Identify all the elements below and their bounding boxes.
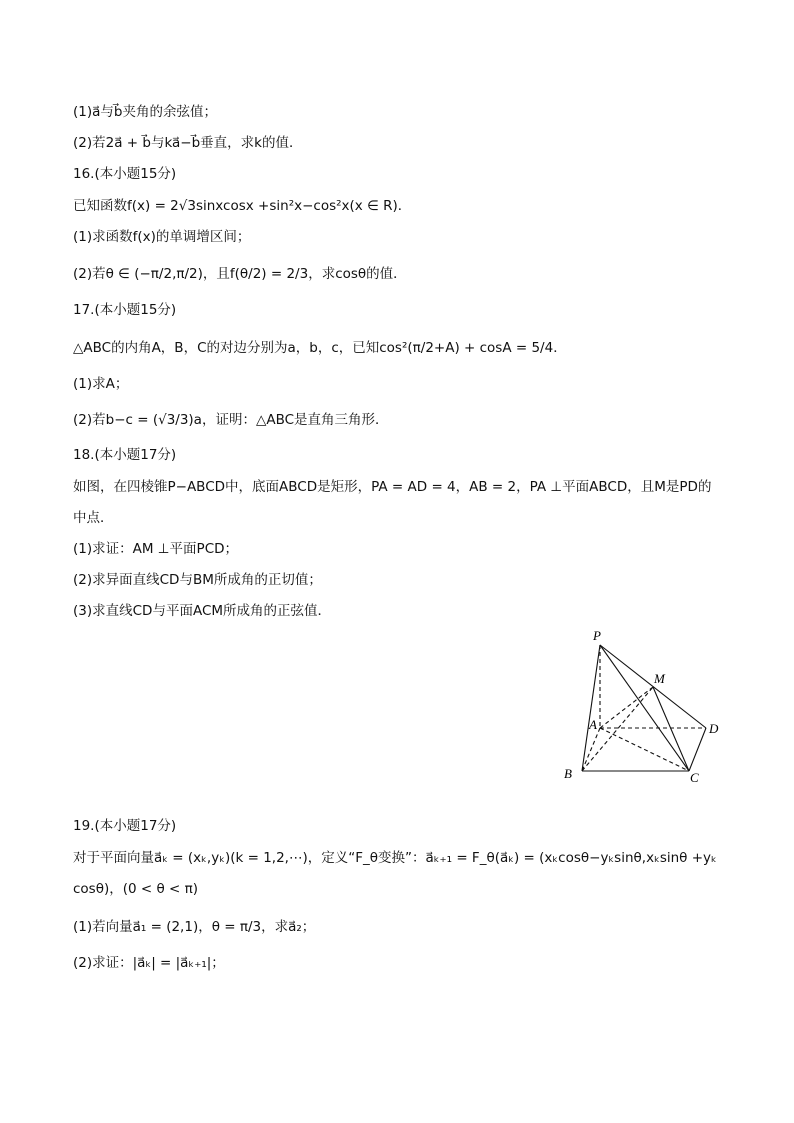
edge-AC — [600, 728, 689, 771]
label-D: D — [709, 721, 719, 736]
label-A: A — [589, 717, 597, 732]
q18-part1: (1)求证：AM ⊥平面PCD； — [73, 541, 239, 557]
q19-part1: (1)若向量a⃗₁ = (2,1)，θ = π/3，求a⃗₂； — [73, 919, 316, 935]
edge-AM — [600, 687, 653, 728]
q16-heading: 16.(本小题15分) — [73, 166, 177, 182]
q17-part1: (1)求A； — [73, 376, 129, 392]
label-C: C — [690, 770, 699, 785]
edge-PC — [600, 645, 689, 771]
q17-part2: (2)若b−c = (√3/3)a，证明：△ABC是直角三角形． — [73, 412, 389, 428]
q19-stem-cont: cosθ)，(0 < θ < π) — [73, 881, 199, 897]
q18-part3: (3)求直线CD与平面ACM所成角的正弦值． — [73, 603, 332, 619]
q18-part2: (2)求异面直线CD与BM所成角的正切值； — [73, 572, 322, 588]
q19-part2: (2)求证：|a⃗ₖ| = |a⃗ₖ₊₁|； — [73, 955, 225, 971]
label-P: P — [593, 628, 601, 643]
q16-part1: (1)求函数f(x)的单调增区间； — [73, 229, 251, 245]
edge-MC — [653, 687, 689, 771]
q19-stem: 对于平面向量a⃗ₖ = (xₖ,yₖ)(k = 1,2,⋯)，定义“F_θ变换”：a⃗ₖ₊₁ = F_θ(a⃗ₖ) = (xₖcosθ−yₖsinθ,xₖsinθ +yₖ — [73, 850, 717, 866]
q18-stem-cont: 中点． — [73, 510, 114, 526]
q15-part1: (1)a⃗与b⃗夹角的余弦值； — [73, 104, 217, 120]
q17-heading: 17.(本小题15分) — [73, 302, 177, 318]
q16-part2: (2)若θ ∈ (−π/2,π/2)，且f(θ/2) = 2/3，求cosθ的值． — [73, 266, 407, 282]
edge-PD — [600, 645, 706, 728]
q15-part2: (2)若2a⃗ + b⃗与ka⃗−b⃗垂直，求k的值． — [73, 135, 303, 151]
q19-heading: 19.(本小题17分) — [73, 818, 177, 834]
pyramid-figure — [555, 625, 735, 790]
pyramid-svg — [555, 625, 735, 790]
edge-CD — [689, 728, 706, 771]
q18-heading: 18.(本小题17分) — [73, 447, 177, 463]
q18-stem: 如图，在四棱锥P−ABCD中，底面ABCD是矩形，PA = AD = 4，AB = 2，PA ⊥平面ABCD，且M是PD的 — [73, 479, 712, 495]
label-B: B — [564, 766, 572, 781]
label-M: M — [654, 671, 665, 686]
q16-stem: 已知函数f(x) = 2√3sinxcosx +sin²x−cos²x(x ∈ R)． — [73, 198, 412, 214]
q17-stem: △ABC的内角A，B，C的对边分别为a，b，c，已知cos²(π/2+A) + cosA = 5/4． — [73, 340, 567, 356]
